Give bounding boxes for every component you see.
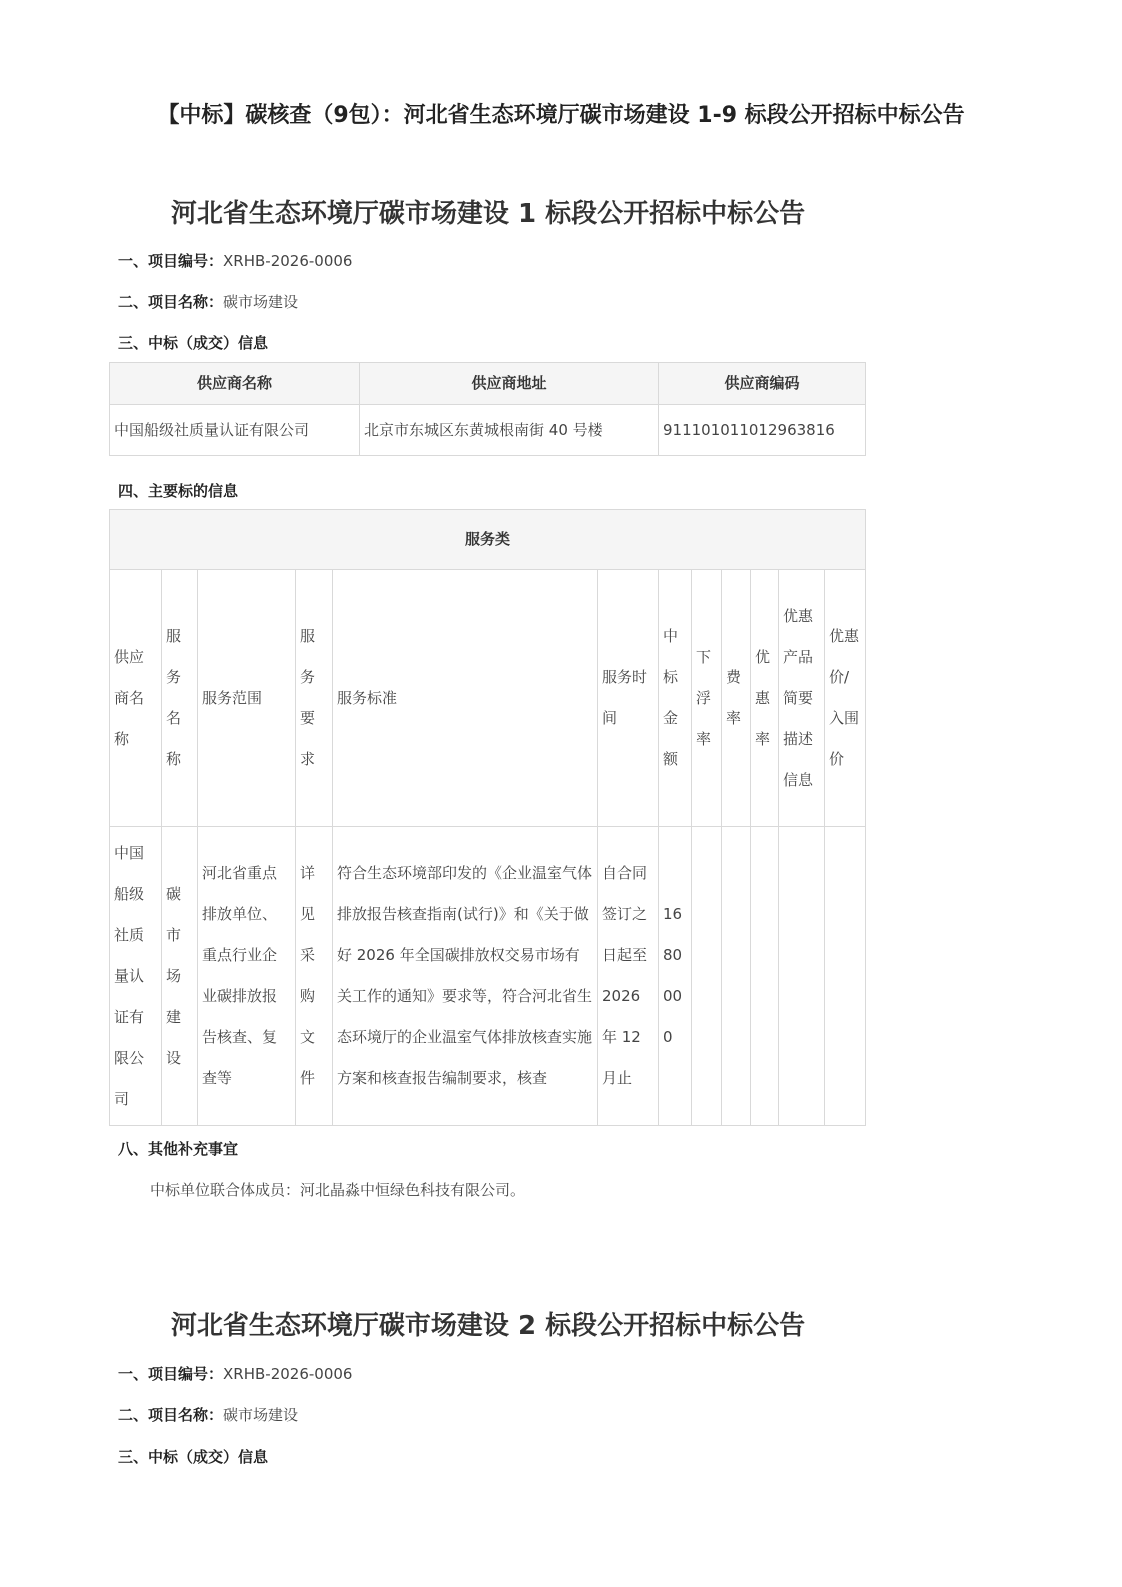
table-header: 优惠率 (751, 570, 779, 827)
project-number-value: XRHB-2026-0006 (223, 1365, 353, 1383)
other-matters-heading: 八、其他补充事宜 (118, 1140, 239, 1158)
table-header: 供应商名称 (110, 363, 360, 405)
project-name-row (118, 291, 298, 312)
table-cell (692, 827, 722, 1126)
table-header: 供应商编码 (659, 363, 866, 405)
project-name-row (118, 1404, 298, 1425)
table-header: 服务名称 (162, 570, 198, 827)
project-name-value: 碳市场建设 (223, 293, 299, 311)
service-table-header (110, 570, 866, 827)
project-name-label: 二、项目名称： (118, 293, 224, 311)
table-header: 供应商地址 (360, 363, 659, 405)
section-2-title: 河北省生态环境厅碳市场建设 2 标段公开招标中标公告 (170, 1311, 806, 1341)
table-row (110, 827, 866, 1126)
table-cell (722, 827, 751, 1126)
table-header: 下浮率 (692, 570, 722, 827)
service-category-row (110, 510, 866, 570)
other-matters-text: 中标单位联合体成员：河北晶淼中恒绿色科技有限公司。 (150, 1181, 526, 1199)
service-table (109, 509, 866, 1126)
project-name-value: 碳市场建设 (223, 1406, 299, 1424)
project-name-label: 二、项目名称： (118, 1406, 224, 1424)
win-info-heading: 三、中标（成交）信息 (118, 1448, 269, 1466)
table-header: 供应商名称 (110, 570, 162, 827)
table-header: 服务标准 (333, 570, 598, 827)
table-cell: 北京市东城区东黄城根南街 40 号楼 (360, 405, 659, 456)
table-cell: 1680000 (659, 827, 692, 1126)
project-number-label: 一、项目编号： (118, 1365, 224, 1383)
table-cell (825, 827, 866, 1126)
table-row (110, 405, 866, 456)
supplier-table-header (110, 363, 866, 405)
table-header: 服务要求 (296, 570, 333, 827)
win-info-heading: 三、中标（成交）信息 (118, 334, 269, 352)
table-header: 服务时间 (598, 570, 659, 827)
table-cell: 碳市场建设 (162, 827, 198, 1126)
supplier-table (109, 362, 866, 456)
table-header: 费率 (722, 570, 751, 827)
table-cell: 符合生态环境部印发的《企业温室气体排放报告核查指南(试行)》和《关于做好 2026 年全国碳排放权交易市场有关工作的通知》要求等，符合河北省生态环境厅的企业温室气体排放核查实施方案和核查报告编制要求，核查 (333, 827, 598, 1126)
section-1-title: 河北省生态环境厅碳市场建设 1 标段公开招标中标公告 (170, 199, 806, 229)
table-cell: 详见采购文件 (296, 827, 333, 1126)
project-number-row (118, 1363, 352, 1384)
service-category: 服务类 (110, 510, 866, 570)
table-cell (751, 827, 779, 1126)
project-number-value: XRHB-2026-0006 (223, 252, 353, 270)
project-number-label: 一、项目编号： (118, 252, 224, 270)
page-title: 【中标】碳核查（9包）：河北省生态环境厅碳市场建设 1-9 标段公开招标中标公告 (157, 103, 965, 128)
main-target-heading: 四、主要标的信息 (118, 482, 239, 500)
table-header: 优惠价/入围价 (825, 570, 866, 827)
table-cell: 自合同签订之日起至 2026 年 12 月止 (598, 827, 659, 1126)
table-header: 服务范围 (198, 570, 296, 827)
table-header: 优惠产品简要描述信息 (779, 570, 825, 827)
table-cell: 91110101101296381​6 (659, 405, 866, 456)
table-header: 中标金额 (659, 570, 692, 827)
table-cell: 中国船级社质量认证有限公司 (110, 405, 360, 456)
project-number-row (118, 250, 352, 271)
table-cell: 中国船级社质量认证有限公司 (110, 827, 162, 1126)
table-cell: 河北省重点排放单位、重点行业企业碳排放报告核查、复查等 (198, 827, 296, 1126)
table-cell (779, 827, 825, 1126)
